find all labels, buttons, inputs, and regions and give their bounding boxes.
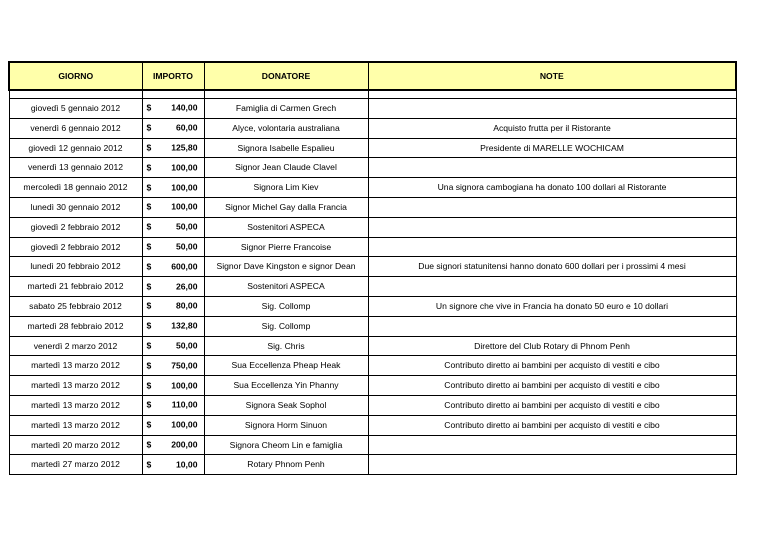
amount-value: 100,00 bbox=[171, 182, 198, 193]
cell-amount bbox=[142, 296, 204, 316]
cell-amount bbox=[142, 316, 204, 336]
currency-symbol: $ bbox=[146, 202, 152, 213]
cell-day: venerdì 13 gennaio 2012 bbox=[9, 158, 142, 178]
cell-donor: Signor Dave Kingston e signor Dean bbox=[204, 257, 368, 277]
cell-note bbox=[368, 217, 736, 237]
cell-day: giovedì 2 febbraio 2012 bbox=[9, 237, 142, 257]
cell-day: giovedì 2 febbraio 2012 bbox=[9, 217, 142, 237]
currency-symbol: $ bbox=[146, 340, 152, 351]
currency-symbol: $ bbox=[146, 459, 152, 470]
cell-day: martedì 13 marzo 2012 bbox=[9, 356, 142, 376]
cell-donor: Rotary Phnom Penh bbox=[204, 455, 368, 475]
cell-donor: Sostenitori ASPECA bbox=[204, 277, 368, 297]
currency-symbol: $ bbox=[146, 400, 152, 411]
amount-value: 60,00 bbox=[175, 122, 198, 133]
amount-value: 100,00 bbox=[171, 380, 198, 391]
table-row bbox=[9, 237, 736, 257]
cell-note bbox=[368, 158, 736, 178]
amount-value: 100,00 bbox=[171, 202, 198, 213]
cell-amount bbox=[142, 257, 204, 277]
currency-symbol: $ bbox=[146, 103, 152, 114]
cell-donor: Signor Jean Claude Clavel bbox=[204, 158, 368, 178]
currency-symbol: $ bbox=[146, 162, 152, 173]
cell-donor: Signor Michel Gay dalla Francia bbox=[204, 197, 368, 217]
cell-amount bbox=[142, 415, 204, 435]
cell-amount bbox=[142, 356, 204, 376]
table-row bbox=[9, 296, 736, 316]
currency-symbol: $ bbox=[146, 360, 152, 371]
cell-note: Contributo diretto ai bambini per acquisto di vestiti e cibo bbox=[368, 395, 736, 415]
cell-amount bbox=[142, 435, 204, 455]
table-row bbox=[9, 178, 736, 198]
cell-day: giovedì 12 gennaio 2012 bbox=[9, 138, 142, 158]
cell-note: Direttore del Club Rotary di Phnom Penh bbox=[368, 336, 736, 356]
currency-symbol: $ bbox=[146, 221, 152, 232]
cell-note: Contributo diretto ai bambini per acquisto di vestiti e cibo bbox=[368, 415, 736, 435]
cell-day: lunedì 20 febbraio 2012 bbox=[9, 257, 142, 277]
cell-note bbox=[368, 99, 736, 119]
cell-donor: Sig. Chris bbox=[204, 336, 368, 356]
table-row bbox=[9, 415, 736, 435]
table-row bbox=[9, 138, 736, 158]
table-row bbox=[9, 356, 736, 376]
cell-donor: Signora Cheom Lin e famiglia bbox=[204, 435, 368, 455]
cell-donor: Signora Seak Sophol bbox=[204, 395, 368, 415]
currency-symbol: $ bbox=[146, 320, 152, 331]
currency-symbol: $ bbox=[146, 261, 152, 272]
cell-amount bbox=[142, 336, 204, 356]
amount-value: 750,00 bbox=[171, 360, 198, 371]
cell-day: martedì 13 marzo 2012 bbox=[9, 376, 142, 396]
cell-day: venerdì 6 gennaio 2012 bbox=[9, 118, 142, 138]
cell-note: Acquisto frutta per il Ristorante bbox=[368, 118, 736, 138]
cell-day: giovedì 5 gennaio 2012 bbox=[9, 99, 142, 119]
cell-amount bbox=[142, 237, 204, 257]
cell-day: lunedì 30 gennaio 2012 bbox=[9, 197, 142, 217]
amount-value: 100,00 bbox=[171, 419, 198, 430]
table-row bbox=[9, 277, 736, 297]
currency-symbol: $ bbox=[146, 419, 152, 430]
cell-amount bbox=[142, 455, 204, 475]
header-day: GIORNO bbox=[9, 62, 142, 90]
amount-value: 50,00 bbox=[175, 340, 198, 351]
cell-note bbox=[368, 237, 736, 257]
table-row bbox=[9, 217, 736, 237]
cell-note bbox=[368, 316, 736, 336]
table-row bbox=[9, 435, 736, 455]
cell-amount bbox=[142, 277, 204, 297]
cell-amount bbox=[142, 158, 204, 178]
cell-day: martedì 13 marzo 2012 bbox=[9, 415, 142, 435]
currency-symbol: $ bbox=[146, 182, 152, 193]
cell-amount bbox=[142, 118, 204, 138]
amount-value: 50,00 bbox=[175, 241, 198, 252]
cell-note: Contributo diretto ai bambini per acquisto di vestiti e cibo bbox=[368, 356, 736, 376]
amount-value: 600,00 bbox=[171, 261, 198, 272]
table-row bbox=[9, 336, 736, 356]
cell-donor: Alyce, volontaria australiana bbox=[204, 118, 368, 138]
header-row bbox=[9, 62, 736, 90]
amount-value: 26,00 bbox=[175, 281, 198, 292]
cell-note bbox=[368, 435, 736, 455]
cell-amount bbox=[142, 138, 204, 158]
cell-donor: Signora Isabelle Espalieu bbox=[204, 138, 368, 158]
cell-day: martedì 27 marzo 2012 bbox=[9, 455, 142, 475]
cell-donor: Sua Eccellenza Pheap Heak bbox=[204, 356, 368, 376]
cell-note: Contributo diretto ai bambini per acquisto di vestiti e cibo bbox=[368, 376, 736, 396]
cell-day: martedì 28 febbraio 2012 bbox=[9, 316, 142, 336]
currency-symbol: $ bbox=[146, 301, 152, 312]
cell-amount bbox=[142, 395, 204, 415]
cell-note: Presidente di MARELLE WOCHICAM bbox=[368, 138, 736, 158]
cell-donor: Sig. Collomp bbox=[204, 296, 368, 316]
cell-donor: Signora Lim Kiev bbox=[204, 178, 368, 198]
spacer-row bbox=[9, 90, 736, 99]
amount-value: 10,00 bbox=[175, 459, 198, 470]
cell-day: venerdì 2 marzo 2012 bbox=[9, 336, 142, 356]
amount-value: 200,00 bbox=[171, 439, 198, 450]
table-row bbox=[9, 158, 736, 178]
amount-value: 125,80 bbox=[171, 142, 198, 153]
table-row bbox=[9, 316, 736, 336]
table-row bbox=[9, 99, 736, 119]
cell-donor: Signora Horm Sinuon bbox=[204, 415, 368, 435]
amount-value: 132,80 bbox=[171, 320, 198, 331]
currency-symbol: $ bbox=[146, 281, 152, 292]
amount-value: 110,00 bbox=[171, 400, 198, 411]
cell-amount bbox=[142, 376, 204, 396]
currency-symbol: $ bbox=[146, 241, 152, 252]
cell-note bbox=[368, 455, 736, 475]
currency-symbol: $ bbox=[146, 122, 152, 133]
cell-day: martedì 21 febbraio 2012 bbox=[9, 277, 142, 297]
cell-note: Due signori statunitensi hanno donato 600 dollari per i prossimi 4 mesi bbox=[368, 257, 736, 277]
table-row bbox=[9, 257, 736, 277]
cell-donor: Famiglia di Carmen Grech bbox=[204, 99, 368, 119]
currency-symbol: $ bbox=[146, 380, 152, 391]
cell-donor: Sig. Collomp bbox=[204, 316, 368, 336]
cell-amount bbox=[142, 217, 204, 237]
cell-note: Una signora cambogiana ha donato 100 dollari al Ristorante bbox=[368, 178, 736, 198]
currency-symbol: $ bbox=[146, 439, 152, 450]
cell-donor: Sua Eccellenza Yin Phanny bbox=[204, 376, 368, 396]
donations-table bbox=[8, 61, 737, 475]
header-amount: IMPORTO bbox=[142, 62, 204, 90]
table-row bbox=[9, 455, 736, 475]
header-donor: DONATORE bbox=[204, 62, 368, 90]
cell-donor: Sostenitori ASPECA bbox=[204, 217, 368, 237]
amount-value: 50,00 bbox=[175, 221, 198, 232]
cell-amount bbox=[142, 197, 204, 217]
table-row bbox=[9, 118, 736, 138]
table-row bbox=[9, 376, 736, 396]
amount-value: 100,00 bbox=[171, 162, 198, 173]
cell-day: martedì 20 marzo 2012 bbox=[9, 435, 142, 455]
table-row bbox=[9, 395, 736, 415]
cell-amount bbox=[142, 99, 204, 119]
cell-day: martedì 13 marzo 2012 bbox=[9, 395, 142, 415]
currency-symbol: $ bbox=[146, 142, 152, 153]
cell-donor: Signor Pierre Francoise bbox=[204, 237, 368, 257]
cell-day: sabato 25 febbraio 2012 bbox=[9, 296, 142, 316]
cell-note bbox=[368, 197, 736, 217]
cell-note: Un signore che vive in Francia ha donato 50 euro e 10 dollari bbox=[368, 296, 736, 316]
amount-value: 140,00 bbox=[171, 103, 198, 114]
cell-amount bbox=[142, 178, 204, 198]
table-row bbox=[9, 197, 736, 217]
header-notes: NOTE bbox=[368, 62, 736, 90]
cell-note bbox=[368, 277, 736, 297]
amount-value: 80,00 bbox=[175, 301, 198, 312]
cell-day: mercoledì 18 gennaio 2012 bbox=[9, 178, 142, 198]
